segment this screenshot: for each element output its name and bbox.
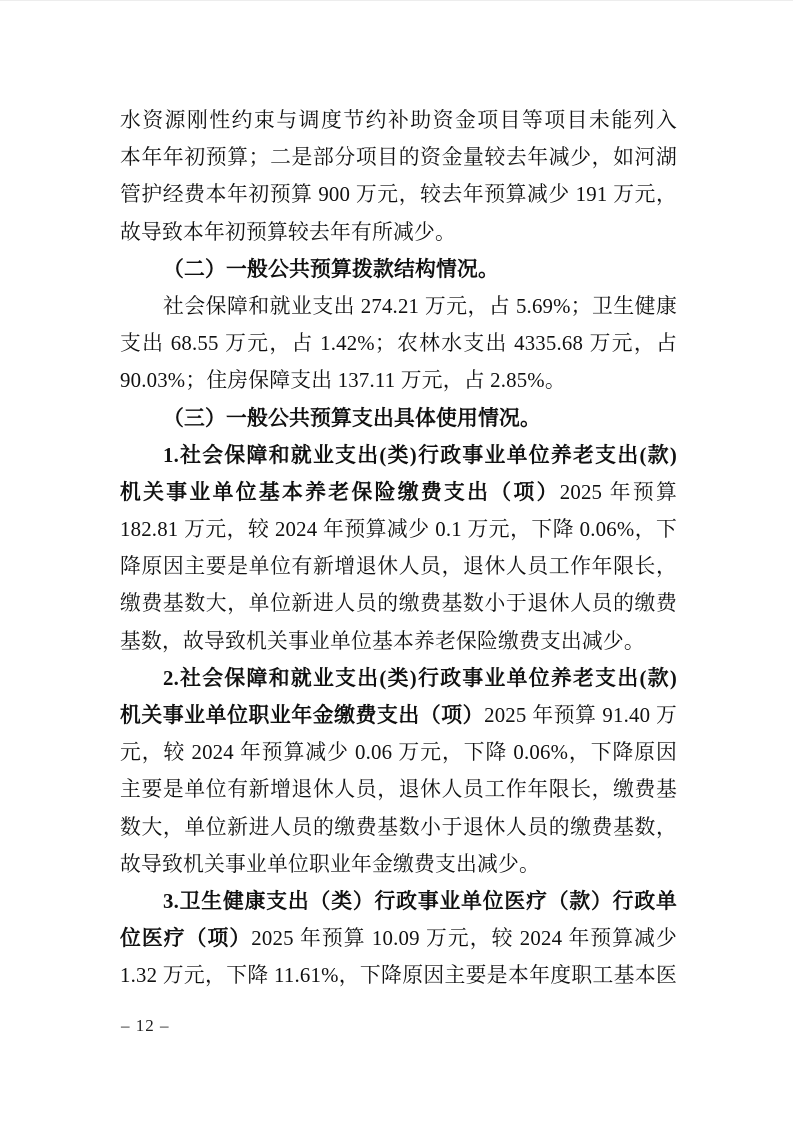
line-bold-segment: 位医疗（项） [120,927,252,951]
para-continuation-line [120,214,677,251]
page-content [120,102,677,995]
line-bold-segment: 机关事业单位职业年金缴费支出（项） [120,704,485,727]
heading-section-2 [120,251,677,288]
line-text-segment: 元，较 2024 年预算减少 0.06 万元，下降 0.06%，下降原因 [120,741,677,765]
line-text-segment: 故导致机关事业单位职业年金缴费支出减少。 [120,852,540,876]
para-continuation-line [120,176,677,213]
item-3-line [120,957,677,994]
line-text-segment: 缴费基数大，单位新进人员的缴费基数小于退休人员的缴费 [120,592,677,616]
line-bold-segment: （二）一般公共预算拨款结构情况。 [163,257,499,281]
line-bold-segment: 1.社会保障和就业支出(类)行政事业单位养老支出(款) [163,443,677,467]
line-bold-segment: 3.卫生健康支出（类）行政事业单位医疗（款）行政单 [163,889,677,913]
line-text-segment: 1.32 万元，下降 11.61%，下降原因主要是本年度职工基本医 [120,964,677,988]
item-3-line [120,883,677,920]
line-text-segment: 数大，单位新进人员的缴费基数小于退休人员的缴费基数， [120,815,677,839]
item-1-line [120,585,677,622]
line-text-segment: 水资源刚性约束与调度节约补助资金项目等项目未能列入 [120,109,677,132]
item-1-line [120,474,677,511]
line-text-segment: 社会保障和就业支出 274.21 万元，占 5.69%；卫生健康 [163,294,677,318]
item-2-line [120,809,677,846]
item-2-line [120,697,677,734]
line-text-segment: 主要是单位有新增退休人员，退休人员工作年限长，缴费基 [120,778,677,802]
line-text-segment: 管护经费本年初预算 900 万元，较去年预算减少 191 万元， [120,183,677,207]
line-text-segment: 本年年初预算；二是部分项目的资金量较去年减少，如河湖 [120,146,677,170]
line-text-segment: 降原因主要是单位有新增退休人员，退休人员工作年限长， [120,555,677,579]
line-text-segment: 支出 68.55 万元，占 1.42%；农林水支出 4335.68 万元，占 [120,332,677,356]
line-text-segment: 2025 年预算 [559,480,677,504]
line-bold-segment: （三）一般公共预算支出具体使用情况。 [163,406,541,430]
funding-structure-line [120,362,677,399]
line-bold-segment: 机关事业单位基本养老保险缴费支出（项） [120,480,560,504]
line-text-segment: 2025 年预算 91.40 万 [484,704,677,727]
item-2-line [120,660,677,697]
line-text-segment: 故导致本年初预算较去年有所减少。 [120,220,456,244]
line-text-segment: 182.81 万元，较 2024 年预算减少 0.1 万元，下降 0.06%，下 [120,518,677,542]
item-2-line [120,846,677,883]
item-1-line [120,511,677,548]
line-bold-segment: 2.社会保障和就业支出(类)行政事业单位养老支出(款) [163,666,677,690]
item-1-line [120,623,677,660]
line-text-segment: 2025 年预算 10.09 万元，较 2024 年预算减少 [251,927,677,951]
funding-structure-line [120,288,677,325]
item-3-line [120,920,677,957]
heading-section-3 [120,400,677,437]
para-continuation-line [120,102,677,139]
item-2-line [120,734,677,771]
para-continuation-line [120,139,677,176]
item-1-line [120,437,677,474]
funding-structure-line [120,325,677,362]
line-text-segment: 基数，故导致机关事业单位基本养老保险缴费支出减少。 [120,629,645,653]
item-1-line [120,548,677,585]
page-number: – 12 – [121,1016,170,1035]
item-2-line [120,771,677,808]
line-text-segment: 90.03%；住房保障支出 137.11 万元，占 2.85%。 [120,369,566,393]
